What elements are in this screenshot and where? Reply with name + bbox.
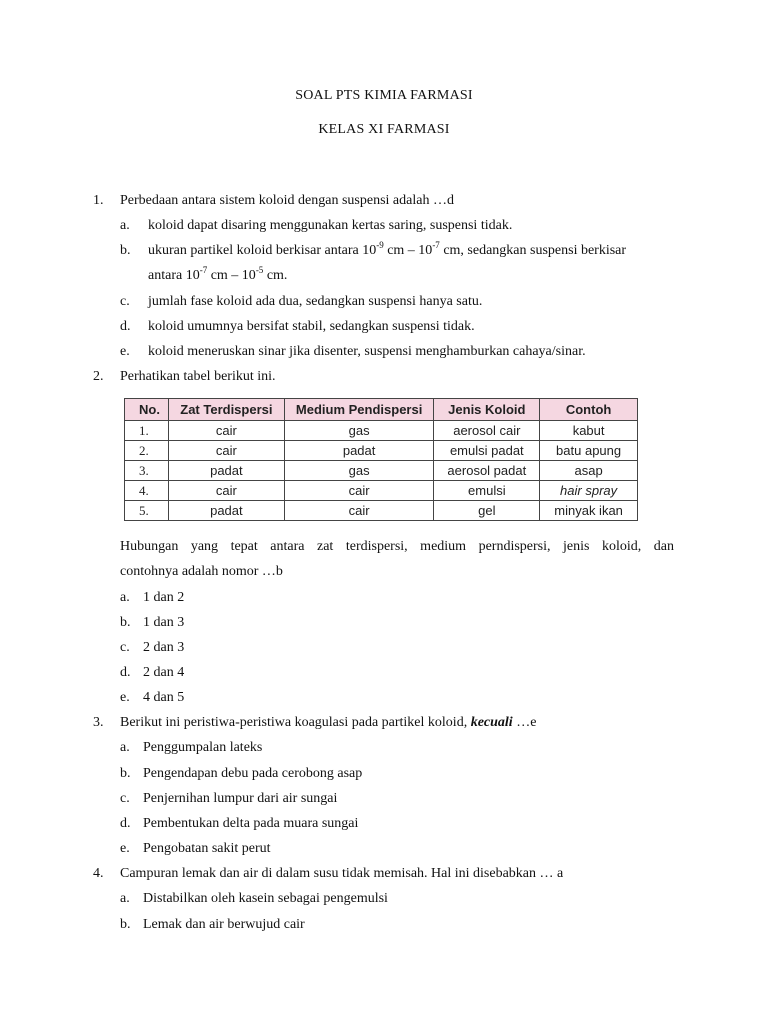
colloid-table bbox=[124, 398, 638, 521]
option-text: koloid umumnya bersifat stabil, sedangkan suspensi tidak. bbox=[148, 319, 475, 334]
table-cell: cair bbox=[168, 441, 284, 461]
table-cell: padat bbox=[168, 461, 284, 481]
option-text: 2 dan 3 bbox=[143, 640, 185, 655]
table-cell: 4. bbox=[125, 481, 169, 501]
option-letter: d. bbox=[120, 816, 131, 831]
table-cell: cair bbox=[168, 421, 284, 441]
exponent: -7 bbox=[432, 240, 440, 250]
column-header: Jenis Koloid bbox=[434, 399, 540, 421]
option-text: Distabilkan oleh kasein sebagai pengemulsi bbox=[143, 891, 388, 906]
option-text: Pengobatan sakit perut bbox=[143, 841, 271, 856]
option-letter: d. bbox=[120, 319, 131, 334]
question-number: 2. bbox=[93, 369, 104, 384]
question-number: 1. bbox=[93, 193, 104, 208]
question-text: Perbedaan antara sistem koloid dengan suspensi adalah …d bbox=[120, 193, 454, 208]
table-row bbox=[125, 501, 638, 521]
option-letter: a. bbox=[120, 891, 130, 906]
option-letter: c. bbox=[120, 640, 130, 655]
column-header: Medium Pendispersi bbox=[284, 399, 434, 421]
option-text: 1 dan 3 bbox=[143, 615, 185, 630]
table-cell: cair bbox=[284, 481, 434, 501]
table-cell: kabut bbox=[540, 421, 638, 441]
emphasis-word: kecuali bbox=[470, 715, 513, 730]
option-text: koloid dapat disaring menggunakan kertas saring, suspensi tidak. bbox=[148, 218, 513, 233]
option-text-continued: antara $10^{-7}$ cm – $10^{-5}$ cm. bbox=[148, 265, 288, 283]
option-letter: e. bbox=[120, 690, 130, 705]
option-letter: e. bbox=[120, 841, 130, 856]
table-cell: gel bbox=[434, 501, 540, 521]
table-cell: 2. bbox=[125, 441, 169, 461]
table-cell: hair spray bbox=[540, 481, 638, 501]
option-text: koloid meneruskan sinar jika disenter, suspensi menghamburkan cahaya/sinar. bbox=[148, 344, 586, 359]
question-paragraph: Hubungan yang tepat antara zat terdispersi, medium perndispersi, jenis koloid, dan bbox=[120, 539, 674, 554]
option-letter: a. bbox=[120, 218, 130, 233]
question-text: Berikut ini peristiwa-peristiwa koagulasi pada partikel koloid, kecuali …e bbox=[120, 715, 537, 730]
column-header: Zat Terdispersi bbox=[168, 399, 284, 421]
option-text: 4 dan 5 bbox=[143, 690, 185, 705]
table-row bbox=[125, 461, 638, 481]
option-letter: b. bbox=[120, 243, 131, 258]
table-cell: padat bbox=[168, 501, 284, 521]
table-cell: 3. bbox=[125, 461, 169, 481]
table-cell: 1. bbox=[125, 421, 169, 441]
question-number: 4. bbox=[93, 866, 104, 881]
exponent: -7 bbox=[199, 265, 208, 275]
table-cell: cair bbox=[284, 501, 434, 521]
column-header: Contoh bbox=[540, 399, 638, 421]
table-cell: aerosol padat bbox=[434, 461, 540, 481]
option-letter: e. bbox=[120, 344, 130, 359]
option-text: Pembentukan delta pada muara sungai bbox=[143, 816, 359, 831]
option-text: Pengendapan debu pada cerobong asap bbox=[143, 766, 363, 781]
option-text: jumlah fase koloid ada dua, sedangkan suspensi hanya satu. bbox=[148, 294, 483, 309]
document-subtitle: KELAS XI FARMASI bbox=[318, 122, 450, 137]
option-text: Penjernihan lumpur dari air sungai bbox=[143, 791, 338, 806]
question-text: Perhatikan tabel berikut ini. bbox=[120, 369, 276, 384]
question-number: 3. bbox=[93, 715, 104, 730]
table-header-row bbox=[125, 399, 638, 421]
table-cell: emulsi bbox=[434, 481, 540, 501]
table-cell: minyak ikan bbox=[540, 501, 638, 521]
table-cell: batu apung bbox=[540, 441, 638, 461]
table-cell: emulsi padat bbox=[434, 441, 540, 461]
exponent: -5 bbox=[255, 265, 264, 275]
table-cell: 5. bbox=[125, 501, 169, 521]
option-letter: a. bbox=[120, 590, 130, 605]
question-paragraph-continued: contohnya adalah nomor …b bbox=[120, 564, 283, 579]
column-header: No. bbox=[125, 399, 169, 421]
table-row bbox=[125, 421, 638, 441]
table-row bbox=[125, 441, 638, 461]
option-letter: d. bbox=[120, 665, 131, 680]
option-text: Lemak dan air berwujud cair bbox=[143, 917, 305, 932]
exponent: -9 bbox=[376, 240, 384, 250]
option-text: 1 dan 2 bbox=[143, 590, 185, 605]
option-letter: b. bbox=[120, 615, 131, 630]
option-letter: c. bbox=[120, 791, 130, 806]
table-cell: gas bbox=[284, 421, 434, 441]
table-row bbox=[125, 481, 638, 501]
document-title: SOAL PTS KIMIA FARMASI bbox=[295, 88, 473, 103]
option-letter: c. bbox=[120, 294, 130, 309]
table-cell: gas bbox=[284, 461, 434, 481]
table-cell: aerosol cair bbox=[434, 421, 540, 441]
table-cell: padat bbox=[284, 441, 434, 461]
option-text: 2 dan 4 bbox=[143, 665, 185, 680]
option-letter: b. bbox=[120, 917, 131, 932]
option-letter: a. bbox=[120, 740, 130, 755]
option-text: Penggumpalan lateks bbox=[143, 740, 263, 755]
option-letter: b. bbox=[120, 766, 131, 781]
table-cell: asap bbox=[540, 461, 638, 481]
option-text: ukuran partikel koloid berkisar antara $10^{-9}$ cm – $10^{-7}$ cm, sedangkan suspensi berkisar bbox=[148, 240, 627, 258]
table-cell: cair bbox=[168, 481, 284, 501]
question-text: Campuran lemak dan air di dalam susu tidak memisah. Hal ini disebabkan … a bbox=[120, 866, 564, 881]
